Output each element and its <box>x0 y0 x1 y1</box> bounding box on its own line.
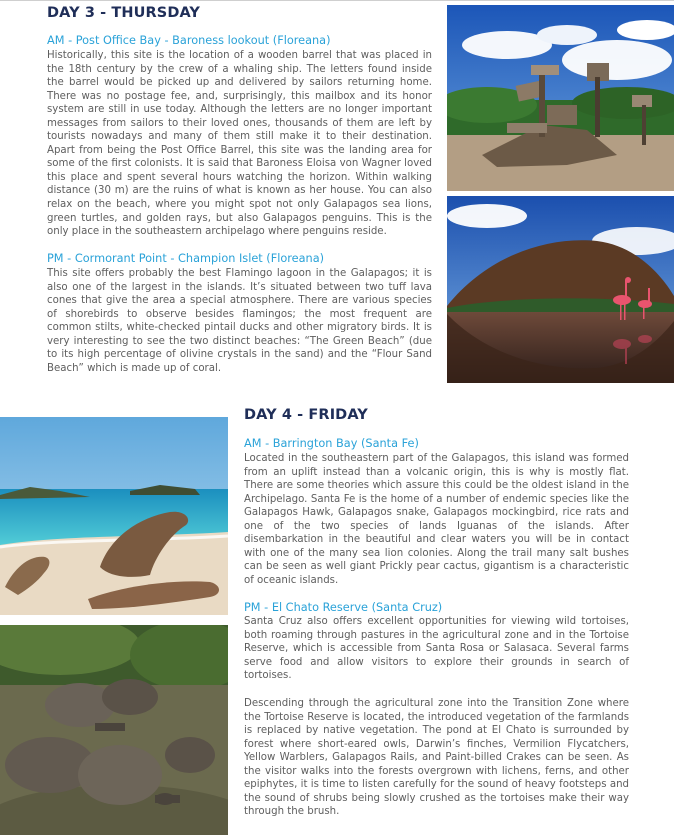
day4-heading: DAY 4 - FRIDAY <box>244 407 368 423</box>
post-office-barrel-photo <box>447 5 674 191</box>
day3-am-title: AM - Post Office Bay - Baroness lookout (Floreana) <box>47 34 331 47</box>
sea-lions-beach-photo <box>0 417 228 615</box>
giant-tortoises-photo <box>0 625 228 835</box>
day3-heading: DAY 3 - THURSDAY <box>47 5 201 21</box>
day4-pm-text-1: Santa Cruz also offers excellent opportunities for viewing wild tortoises, both roaming through pastures in the agricultural zone and in the Tortoise Reserve, which is accessible from Santa Rosa or Salasaca. Several farms serve food and allow visitors to explore their grounds in search of tortoises. <box>244 616 629 682</box>
day4-pm-text-2: Descending through the agricultural zone into the Transition Zone where the Tortoise Reserve is located, the introduced vegetation of the farmlands is replaced by native vegetation. The pond at El Chato is surrounded by forest where short-eared owls, Darwin’s finches, Vermilion Flycatchers, Yellow Warblers, Galapagos Rails, and Paint-billed Crakes can be seen. As the visitor walks into the forests overgrown with lichens, ferns, and other epiphytes, it is time to listen carefully for the sound of heavy footsteps and the sound of shrubs being slowly crushed as the tortoises make their way through the brush. <box>244 698 629 818</box>
top-divider <box>0 0 674 1</box>
day3-pm-text: This site offers probably the best Flamingo lagoon in the Galapagos; it is also one of the largest in the islands. It’s situated between two tuff lava cones that give the area a special atmosphere. There are various species of shorebirds to observe besides flamingos; the most frequent are common stilts, white-checked pintail ducks and other migratory birds. It is very interesting to see the two distinct beaches: “The Green Beach” (due to its high percentage of olivine crystals in the sand) and the “Flour Sand Beach” which is made up of coral. <box>47 268 432 374</box>
flamingo-lagoon-photo <box>447 196 674 383</box>
day3-am-text: Historically, this site is the location of a wooden barrel that was placed in the 18th century by the crew of a whaling ship. The letters found inside the barrel would be picked up and delivered by sailors returning home. There was no postage fee, and, surprisingly, this mailbox and its honor system are still in use today. Although the letters are no longer important messages from sailors to their loved ones, thousands of them are left by tourists nowadays and many of them still make it to their destination. Apart from being the Post Office Barrel, this site was the landing area for some of the first colonists. It is said that Baroness Eloisa von Wagner loved this place and spent several hours watching the horizon. Within walking distance (30 m) are the ruins of what is known as her house. You can also relax on the beach, where you might spot not only Galapagos sea lions, green turtles, and golden rays, but also Galapagos penguins. This is the only place in the southeastern archipelago where penguins reside. <box>47 50 432 238</box>
day3-pm-title: PM - Cormorant Point - Champion Islet (Floreana) <box>47 252 325 265</box>
day4-pm-title: PM - El Chato Reserve (Santa Cruz) <box>244 601 443 614</box>
day4-am-text: Located in the southeastern part of the Galapagos, this island was formed from an uplift instead than a volcanic origin, this is why is mostly flat. There are some theories which assure this could be the oldest island in the Archipelago. Santa Fe is the home of a number of endemic species like the Galapagos Hawk, Galapagos snake, Galapagos mockingbird, rice rats and one of the two species of lands Iguanas of the islands. After disembarkation in the beautiful and clear waters you will be in contact with one of the many sea lion colonies. Along the trail many salt bushes can be seen as well giant Prickly pear cactus, gigantism is a characteristic of oceanic islands. <box>244 453 629 586</box>
day4-am-title: AM - Barrington Bay (Santa Fe) <box>244 437 419 450</box>
